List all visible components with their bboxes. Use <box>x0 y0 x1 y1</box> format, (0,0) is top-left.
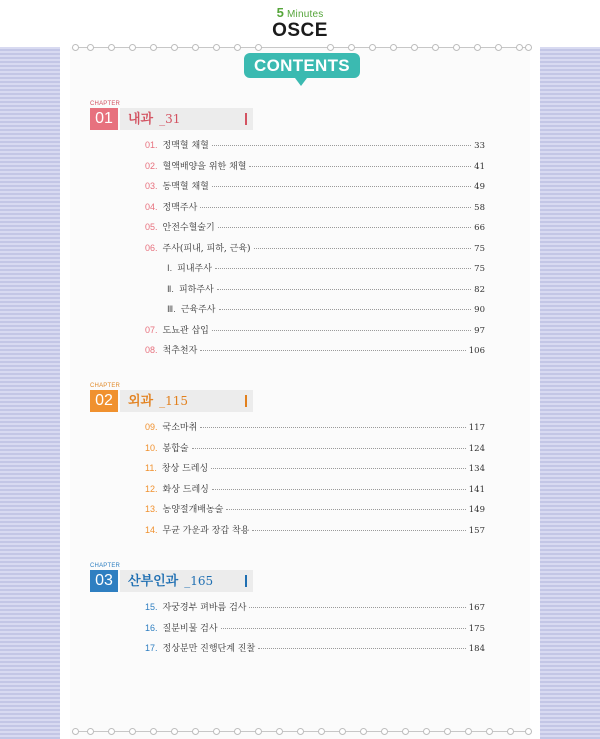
brand-title: OSCE <box>272 20 328 41</box>
toc-entry[interactable] <box>145 441 485 462</box>
toc-entry[interactable] <box>145 241 485 262</box>
entry-title: 국소마취 <box>162 423 198 433</box>
entry-title: 혈액배양을 위한 채혈 <box>162 161 247 172</box>
toc-entry[interactable] <box>145 641 485 662</box>
entry-title: 정맥혈 채혈 <box>162 141 209 151</box>
right-decorative-stripe <box>540 47 600 739</box>
contents-badge: CONTENTS <box>244 53 360 78</box>
leader-dots <box>249 607 465 608</box>
entry-title: 척추천자 <box>162 346 198 356</box>
chapter-title-text: 외과 <box>128 394 154 409</box>
left-decorative-stripe <box>0 47 60 739</box>
leader-dots <box>217 289 471 290</box>
chapter-title[interactable] <box>128 108 180 131</box>
entry-number: 05. <box>145 222 158 232</box>
entry-title: 창상 드레싱 <box>161 464 209 474</box>
toc-entry[interactable] <box>145 420 485 441</box>
entry-title: 주사(피내, 피하, 근육) <box>162 243 251 254</box>
toc-entry[interactable] <box>145 600 485 621</box>
chapter-label: CHAPTER <box>90 383 121 389</box>
entry-page: 75 <box>474 264 485 274</box>
toc-entry[interactable] <box>145 461 485 482</box>
entry-title: 정상분만 진행단계 진찰 <box>162 644 256 654</box>
entry-page: 175 <box>468 623 485 634</box>
leader-dots <box>219 309 472 310</box>
chapter-2-header <box>90 383 253 412</box>
leader-dots <box>215 268 471 269</box>
entry-page: 134 <box>468 464 485 474</box>
leader-dots <box>212 186 471 187</box>
entry-page: 106 <box>468 346 485 356</box>
entry-number: 10. <box>145 442 158 453</box>
chapter-accent-bar <box>245 395 247 407</box>
leader-dots <box>252 530 465 531</box>
leader-dots <box>254 248 472 249</box>
entry-number: Ⅱ. <box>167 283 174 294</box>
entry-page: 58 <box>474 202 485 213</box>
toc-subentry[interactable] <box>145 282 485 303</box>
chapter-number: 01 <box>90 108 118 130</box>
leader-dots <box>218 227 471 228</box>
bottom-dotted-rule <box>72 728 532 736</box>
leader-dots <box>200 207 471 208</box>
toc-entry[interactable] <box>145 502 485 523</box>
chapter-label: CHAPTER <box>90 563 121 569</box>
entry-title: 안전수혈술기 <box>162 223 215 233</box>
entry-page: 97 <box>474 325 485 336</box>
toc-entry[interactable] <box>145 621 485 642</box>
entry-page: 66 <box>474 223 485 233</box>
toc-entry[interactable] <box>145 200 485 221</box>
toc-entry[interactable] <box>145 220 485 241</box>
leader-dots <box>226 509 465 510</box>
leader-dots <box>200 350 465 351</box>
entry-title: 피하주사 <box>178 284 214 295</box>
leader-dots <box>212 330 471 331</box>
entry-number: Ⅲ. <box>167 304 176 314</box>
chapter-number: 02 <box>90 390 118 412</box>
chapter-label: CHAPTER <box>90 101 121 107</box>
chapter-accent-bar <box>245 113 247 125</box>
entry-page: 157 <box>468 525 485 536</box>
entry-page: 75 <box>474 243 485 254</box>
entry-title: 무균 가운과 장갑 착용 <box>162 525 250 536</box>
entry-title: 정맥주사 <box>162 202 198 213</box>
chapter-title[interactable] <box>128 570 213 593</box>
entry-title: 화상 드레싱 <box>162 484 209 495</box>
leader-dots <box>212 145 471 146</box>
entry-page: 141 <box>468 484 485 495</box>
entry-title: 도뇨관 삽입 <box>162 325 209 336</box>
contents-badge-tail <box>295 78 307 86</box>
entry-number: 04. <box>145 201 158 212</box>
chapter-title[interactable] <box>128 390 188 413</box>
entry-number: 13. <box>145 504 158 514</box>
chapter-accent-bar <box>245 575 247 587</box>
entry-title: 자궁경부 펴바름 검사 <box>162 603 247 613</box>
entry-number: 16. <box>145 622 158 633</box>
entry-page: 33 <box>474 141 485 151</box>
chapter-title-text: 산부인과 <box>128 574 179 589</box>
brand-minutes: Minutes <box>287 9 324 20</box>
chapter-page: _31 <box>159 112 181 126</box>
entry-page: 82 <box>474 284 485 295</box>
chapter-page: _165 <box>184 574 214 588</box>
toc-entry[interactable] <box>145 343 485 364</box>
entry-number: 11. <box>145 463 157 473</box>
entry-title: 동맥혈 채혈 <box>162 182 209 192</box>
entry-page: 124 <box>468 443 485 454</box>
entry-page: 90 <box>474 305 485 315</box>
entry-number: 07. <box>145 324 158 335</box>
entry-number: 06. <box>145 242 158 253</box>
entry-number: 03. <box>145 181 158 191</box>
toc-entry[interactable] <box>145 482 485 503</box>
toc-entry[interactable] <box>145 138 485 159</box>
leader-dots <box>212 489 466 490</box>
leader-dots <box>192 448 466 449</box>
entry-number: 09. <box>145 422 158 432</box>
brand-subtitle <box>0 5 600 20</box>
leader-dots <box>221 628 466 629</box>
entry-number: 15. <box>145 602 158 612</box>
entry-title: 봉합술 <box>162 443 189 454</box>
toc-subentry[interactable] <box>145 261 485 282</box>
toc-entry[interactable] <box>145 323 485 344</box>
entry-title: 농양절개배농술 <box>162 505 224 515</box>
entry-title: 근육주사 <box>180 305 216 315</box>
leader-dots <box>258 648 466 649</box>
entry-page: 167 <box>468 603 485 613</box>
toc-entry[interactable] <box>145 159 485 180</box>
brand-number: 5 <box>276 5 285 20</box>
entry-number: 01. <box>145 140 158 150</box>
entry-title: 피내주사 <box>177 264 212 274</box>
toc-entry[interactable] <box>145 179 485 200</box>
top-dotted-rule <box>72 44 532 52</box>
entry-page: 149 <box>468 505 485 515</box>
chapter-number: 03 <box>90 570 118 592</box>
chapter-1-header <box>90 101 253 130</box>
toc-entry[interactable] <box>145 523 485 544</box>
entry-page: 49 <box>474 182 485 192</box>
leader-dots <box>249 166 471 167</box>
entry-page: 184 <box>468 644 485 654</box>
chapter-3-entries <box>145 600 485 662</box>
toc-subentry[interactable] <box>145 302 485 323</box>
entry-number: 17. <box>145 643 158 653</box>
leader-dots <box>200 427 465 428</box>
entry-number: 08. <box>145 345 158 355</box>
chapter-3-header <box>90 563 253 592</box>
entry-number: 12. <box>145 483 158 494</box>
chapter-2-entries <box>145 420 485 543</box>
entry-page: 41 <box>474 161 485 172</box>
chapter-page: _115 <box>159 394 189 408</box>
entry-number: 14. <box>145 524 158 535</box>
entry-title: 질분비물 검사 <box>162 623 218 634</box>
entry-page: 117 <box>468 423 485 433</box>
leader-dots <box>211 468 466 469</box>
chapter-1-entries <box>145 138 485 364</box>
chapter-title-text: 내과 <box>128 112 154 127</box>
entry-number: 02. <box>145 160 158 171</box>
entry-number: Ⅰ. <box>167 263 173 273</box>
